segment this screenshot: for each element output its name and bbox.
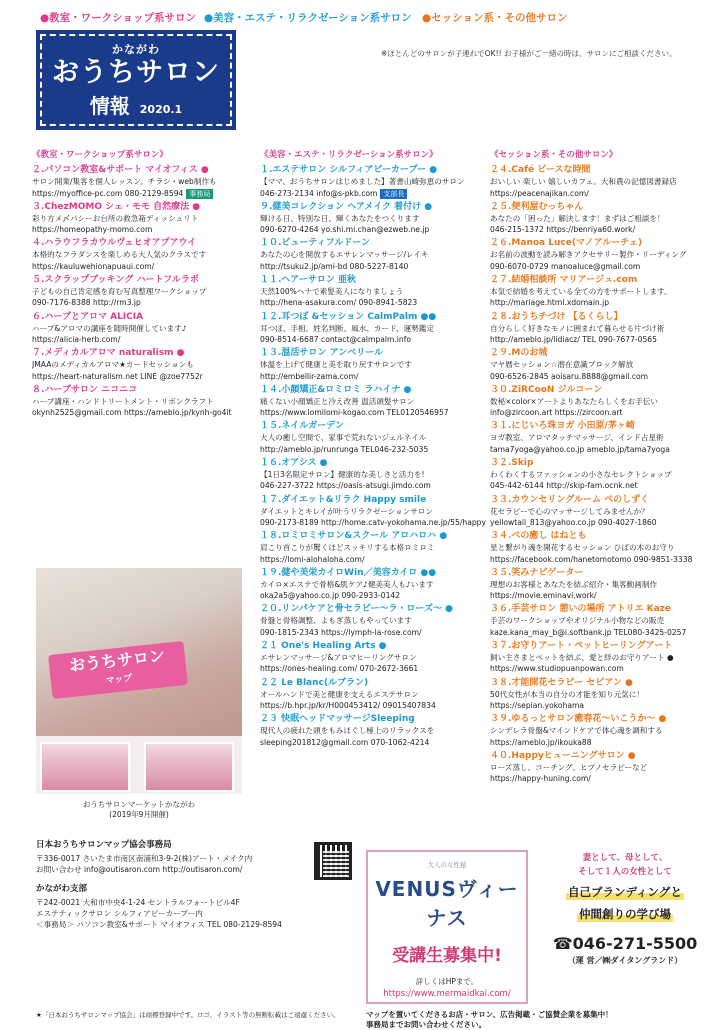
salon-contact[interactable]: info@zircoon.art https://zircoon.art — [490, 408, 623, 418]
salon-listing — [260, 603, 486, 638]
salon-title: ２８.おうちチづけ 【るくらし】 — [490, 311, 623, 322]
salon-description: 本気で結婚を考えている全ての方をサポートします。 — [490, 287, 672, 297]
salon-description: 【ママ、おうちサロンはじめました】著書山崎弥恵のサロン — [260, 177, 465, 187]
role-tag: 事務局 — [186, 189, 213, 199]
salon-listing — [260, 384, 486, 419]
salon-contact[interactable]: 045-442-6144 http://skip-fam.ocnk.net — [490, 481, 638, 491]
column-heading: 《美容・エステ・リラクゼーション系サロン》 — [260, 150, 438, 160]
salon-title: ３５.笑みナビゲーター — [490, 567, 584, 578]
salon-description: エサレンマッサージ&アロマヒーリングサロン — [260, 653, 417, 663]
salon-listing — [32, 237, 254, 272]
salon-title: ４.ハラウフラカウルヴェヒオアプアウイ — [32, 238, 197, 249]
salon-description: 天然100%ヘナで素髪美人になりましょう — [260, 287, 404, 297]
salon-description: 【1日3名限定サロン】健康的な美しさと活力を! — [260, 470, 425, 480]
salon-contact[interactable]: http://hena-asakura.com/ 090-8941-5823 — [260, 298, 418, 308]
salon-contact[interactable]: sleeping201812@gmail.com 070-1062-4214 — [260, 737, 430, 747]
salon-listing — [490, 530, 720, 565]
salon-contact[interactable]: http://tsuku2.jp/ami-bd 080-5227-8140 — [260, 261, 409, 271]
salon-title: ７.メディカルアロマ naturalism ● — [32, 348, 185, 359]
salon-description: ハーブ&アロマの講座を随時開催しています♪ — [32, 323, 187, 333]
qr-code[interactable] — [314, 842, 352, 880]
brand-ad — [532, 850, 718, 1004]
venus-ad[interactable] — [366, 850, 528, 1004]
salon-title: ３４.べの癒し はねとも — [490, 531, 587, 542]
salon-contact[interactable]: https://lomi-alohaloha.com/ — [260, 554, 365, 564]
role-tag: 支部長 — [380, 189, 407, 199]
salon-title: ３９.ゆるっとサロン癒春花～いこうか～ ● — [490, 714, 667, 725]
salon-listing — [260, 530, 486, 565]
salon-contact[interactable]: https://myoffice-pc.com 080-2129-8594 事務局 — [32, 188, 254, 199]
salon-listing — [490, 640, 720, 675]
salon-listing — [260, 640, 486, 675]
salon-listing — [260, 567, 486, 602]
salon-title: ２４.Café ピースな時間 — [490, 165, 591, 176]
salon-title: ３.ChezMOMO シェ・モモ 自然療法 ● — [32, 201, 201, 212]
salon-listing — [260, 677, 486, 712]
salon-description: 現代人の疲れた頭をもみほぐし極上のリラックスを — [260, 726, 435, 736]
salon-contact[interactable]: https://movie.eminavi.work/ — [490, 591, 597, 601]
salon-listing — [490, 237, 720, 272]
venus-url[interactable]: https://www.mermaidkai.com/ — [383, 989, 511, 999]
salon-listing — [260, 713, 486, 748]
salon-contact[interactable]: 090-7176-8388 http://rm3.jp — [32, 298, 141, 308]
column-classroom — [32, 150, 254, 420]
salon-title: ２１ One's Healing Arts ● — [260, 641, 387, 652]
brand-title1: 自己ブランディングと — [567, 885, 683, 899]
office-address: 〒336-0017 さいたま市南区南浦和3-9-2(株)アート・メイク内 — [36, 854, 253, 864]
brand-phone[interactable]: ☎046-271-5500 — [552, 934, 698, 953]
salon-listing — [32, 384, 254, 419]
salon-description: 理想のお客様とあなたを結ぶ紹介・集客動画制作 — [490, 579, 658, 589]
brand-title2: 仲間創りの学び場 — [579, 907, 671, 921]
salon-title: ３８.才能開花セラピー セピアン ● — [490, 677, 633, 688]
salon-listing — [490, 713, 720, 748]
salon-description: 星と繋がり魂を開花するセッション ひばの木のお守り — [490, 543, 675, 553]
salon-description: 手芸のワークショップやオリジナル小物などの販売 — [490, 616, 665, 626]
salon-title: １０.ビューティフルドーン — [260, 238, 371, 249]
salon-contact[interactable]: https://homeopathy-momo.com — [32, 225, 153, 235]
salon-description: ダイエットとキレイが叶うリラクゼーションサロン — [260, 506, 433, 516]
salon-listing — [490, 677, 720, 712]
category-classroom: ●教室・ワークショップ系サロン — [40, 12, 196, 24]
salon-description: 本格的なフラダンスを楽しめる大人気のクラスです — [32, 250, 207, 260]
salon-description: 大人の癒し空間で、家事で荒れないジェルネイル — [260, 433, 427, 443]
salon-listing — [490, 750, 720, 785]
salon-title: １３.温活サロン アンベリール — [260, 348, 384, 359]
salon-title: ２７.結婚相談所 マリアージュ.com — [490, 275, 638, 286]
salon-contact[interactable]: 090-6526-2845 aoisaru.8888@gmail.com — [490, 371, 649, 381]
salon-listing — [260, 274, 486, 309]
salon-listing — [260, 494, 486, 529]
salon-description: オールハンドで美と健康を支えるエステサロン — [260, 689, 419, 699]
salon-contact[interactable]: tama7yoga@yahoo.co.jp ameblo.jp/tama7yoga — [490, 444, 670, 454]
salon-listing — [490, 384, 720, 419]
salon-contact[interactable]: https://www.studiopuanpowan.com — [490, 664, 624, 674]
logo-sub: かながわ — [112, 43, 160, 56]
logo — [40, 34, 232, 126]
salon-contact[interactable]: http://ameblo.jp/runrunga TEL046-232-5035 — [260, 444, 429, 454]
salon-description: 痛くない小顔矯正と冷え改善 温活頭髪サロン — [260, 396, 415, 406]
salon-listing — [32, 164, 254, 199]
event-photo — [36, 568, 242, 794]
salon-listing — [490, 347, 720, 382]
salon-listing — [260, 201, 486, 236]
venus-headline: 受講生募集中! — [392, 946, 502, 966]
salon-description: 飼い主さまとペットを結ぶ、愛と絆のお守りアート ● — [490, 653, 674, 663]
salon-description: おいしい 楽しい 嬉しいカフェ。大和農の記憶図書録店 — [490, 177, 677, 187]
salon-title: ５.スクラップブッキング ハートフルラボ — [32, 275, 199, 286]
venus-logo: VENUSヴィーナス — [375, 877, 519, 930]
salon-title: １８.ロミロミサロン&スクール アロハロハ ● — [260, 531, 448, 542]
salon-listing — [490, 311, 720, 346]
salon-title: ２９.Mのお城 — [490, 348, 548, 359]
salon-listing — [260, 420, 486, 455]
salon-contact[interactable]: 046-273-2134 info@s-pkb.com 支部長 — [260, 188, 486, 199]
salon-title: ２６.Manoa Luce(マノアルーチェ) — [490, 238, 643, 249]
category-session: ●セッション系・その他サロン — [422, 12, 568, 24]
column-heading: 《教室・ワークショップ系サロン》 — [32, 150, 168, 160]
salon-description: マヤ暦セッション☆潜在意識ブロック解放 — [490, 360, 634, 370]
salon-title: ３１.にじいろ珠ヨガ 小田原/茅ヶ崎 — [490, 421, 635, 432]
salon-contact[interactable]: https://heart-naturalism.net LINE @zoe7752r — [32, 371, 203, 381]
salon-description: ローズ蒸し、コーチング、ヒプノセラピーなど — [490, 762, 648, 772]
salon-listing — [32, 311, 254, 346]
salon-title: ３０.ZiRCooN ジルコーン — [490, 384, 603, 395]
salon-description: 自分らしく好きなモノに囲まれて暮らせる片づけ術 — [490, 323, 665, 333]
salon-contact[interactable]: https://www.lomilomi-kogao.com TEL0120546957 — [260, 408, 449, 418]
salon-title: １２.耳つぼ &セッション CalmPalm ●● — [260, 311, 437, 322]
salon-description: お名前の波動を読み解きアクセサリー製作・リーディング — [490, 250, 687, 260]
salon-contact[interactable]: https://happy-huning.com/ — [490, 774, 591, 784]
logo-year: 2020.1 — [139, 103, 183, 116]
salon-description: あなたの心を開放するエサレンマッサージ/レイキ — [260, 250, 429, 260]
logo-main: おうちサロン — [52, 57, 220, 88]
salon-title: １１.ヘアーサロン 亜秋 — [260, 275, 357, 286]
brand-line2: そして１人の女性として — [578, 867, 672, 877]
salon-listing — [490, 494, 720, 529]
salon-title: ３６.手芸サロン 憩いの場所 アトリエ Kaze — [490, 604, 672, 615]
salon-title: ３２.Skip — [490, 458, 534, 469]
brand-org: （運 営／㈱ダイタングランド） — [567, 956, 683, 965]
salon-contact[interactable]: kaze.kana_may_b@i.softbank.jp TEL080-3425-0257 — [490, 627, 687, 637]
salon-description: 体温を上げて健康と美を取り戻すサロンです — [260, 360, 412, 370]
salon-title: ６.ハーブとアロマ ALICIA — [32, 311, 144, 322]
salon-title: ９.健美コレクション ヘアメイク 着付け ● — [260, 201, 433, 212]
salon-description: 数秘×color×アートよりあなたらしくをお手伝い — [490, 396, 658, 406]
salon-listing — [260, 164, 486, 199]
salon-listing — [490, 201, 720, 236]
office-contact: お問い合わせ info@outisaron.com http://outisaron.com/ — [36, 865, 243, 875]
salon-description: ヨガ教室、アロマタッチマッサージ、インド占星術 — [490, 433, 664, 443]
salon-listing — [490, 420, 720, 455]
recruit-note: マップを置いてくださるお店・サロン、広告掲載・ご協賛企業を募集中！ 事務局までお問い合わせください。 — [366, 1010, 613, 1029]
salon-title: １４.小顔矯正&ロミロミ ラハイナ ● — [260, 384, 412, 395]
salon-contact[interactable]: http://embellir-zama.com/ — [260, 371, 359, 381]
salon-title: １９.健や美栄カイロWin／美容カイロ ●● — [260, 567, 437, 578]
column-session — [490, 150, 720, 786]
salon-description: カイロ×エステで骨格&肌ケア♪健美美人も♪います — [260, 579, 434, 589]
salon-description: 輝ける日、特別な日、輝くあなたをつくります — [260, 213, 420, 223]
venus-sub: 大人の女性塾 — [427, 861, 467, 869]
salon-listing — [260, 311, 486, 346]
salon-description: 彩り方メ〆パシーお台所の救急箱ディッシュリト — [32, 213, 199, 223]
salon-listing — [490, 603, 720, 638]
salon-title: ２.パソコン教室&サポート マイオフィス ● — [32, 165, 209, 176]
salon-title: １６.オアシス ● — [260, 458, 328, 469]
salon-title: ４０.Happyヒューニングサロン ● — [490, 750, 636, 761]
branch-office: ＜事務局＞ パソコン教室&サポート マイオフィス TEL 080-2129-8594 — [36, 920, 282, 930]
salon-contact[interactable]: oka2a5@yahoo.co.jp 090-2933-0142 — [260, 591, 401, 601]
salon-contact[interactable]: https://kauluwehionapuaui.com/ — [32, 261, 155, 271]
venus-detail: 詳しくはHPまで。 — [415, 977, 479, 986]
salon-listing — [32, 201, 254, 236]
salon-description: あなたの「困った」解決します！まずはご相談を！ — [490, 213, 665, 223]
salon-description: わくわくするファッションの小さなセレクトショップ — [490, 470, 672, 480]
branch-salon: エステティックサロン シルフィアビーカーブー内 — [36, 909, 203, 919]
salon-contact[interactable]: http://mariage.html.xdomain.jp — [490, 298, 610, 308]
salon-listing — [490, 274, 720, 309]
salon-contact[interactable]: https://ameblo.jp/ikouka88 — [490, 737, 592, 747]
salon-title: ２２ Le Blanc(ルブラン) — [260, 677, 369, 688]
salon-description: シンデレラ骨盤&マインドケアで体心魂を調和する — [490, 726, 663, 736]
salon-contact[interactable]: yellowtail_813@yahoo.co.jp 090-4027-1860 — [490, 517, 657, 527]
salon-title: １５.ネイルガーデン — [260, 421, 345, 432]
salon-title: １.エステサロン シルフィアビーカーブー ● — [260, 165, 438, 176]
salon-contact[interactable]: 090-6070-0729 manoaluce@gmail.com — [490, 261, 641, 271]
salon-description: 花セラピーで心のマッサージしてみませんか？ — [490, 506, 649, 516]
salon-contact[interactable]: https://peacenajikan.com/ — [490, 188, 589, 198]
salon-description: ハーブ講座・ハンドトリートメント・リボンクラフト — [32, 396, 214, 406]
salon-contact[interactable]: 090-1815-2343 https://lymph-la-rose.com/ — [260, 627, 422, 637]
salon-listing — [490, 164, 720, 199]
salon-description: 50代女性が本当の自分の才能を知り元気に！ — [490, 689, 644, 699]
branch-address: 〒242-0021 大和市中央4-1-24 セントラルフォートビル4F — [36, 897, 240, 907]
category-legend — [40, 10, 720, 28]
salon-contact[interactable]: https://facebook.com/hanetomotomo 090-9851-3338 — [490, 554, 693, 564]
salon-title: ２３ 快眠ヘッドマッサージSleeping — [260, 714, 415, 725]
salon-contact[interactable]: 046-215-1372 https://benriya60.work/ — [490, 225, 636, 235]
logo-jouhou: 情報 — [89, 94, 130, 118]
salon-listing — [32, 347, 254, 382]
photo-banner: おうちサロン マップ — [48, 641, 188, 699]
salon-contact[interactable]: 046-227-3722 https://oasis-atsugi.jimdo.com — [260, 481, 431, 491]
salon-listing — [490, 457, 720, 492]
salon-title: ８.ハーブサロン ニコニコ — [32, 384, 138, 395]
category-beauty: ●美容・エステ・リラクゼーション系サロン — [204, 12, 412, 24]
salon-title: ２０.リンパケアと骨セラピー～ラ・ローズ～ ● — [260, 604, 453, 615]
salon-contact[interactable]: https://b.hpr.jp/kr/H000453412/ 09015407834 — [260, 700, 436, 710]
salon-contact[interactable]: 090-6270-4264 yo.shi.mi.chan@ezweb.ne.jp — [260, 225, 430, 235]
salon-contact[interactable]: https://alicia-herb.com/ — [32, 334, 121, 344]
salon-contact[interactable]: okynh2525@gmail.com https://ameblo.jp/kynh-go4it — [32, 408, 232, 418]
salon-listing — [32, 274, 254, 309]
child-note: ※ほとんどのサロンが子連れでOK!! お子様がご一緒の時は、サロンにご相談ください。 — [381, 49, 677, 58]
salon-title: ３７.お守りアート・ペットヒーリングアート — [490, 641, 673, 652]
photo-caption: おうちサロンマーケットかながわ (2019年9月開催) — [82, 800, 196, 819]
brand-line1: 妻として、母として、 — [582, 853, 668, 863]
column-heading: 《セッション系・その他サロン》 — [490, 150, 618, 160]
office-title: 日本おうちサロンマップ協会事務局 — [36, 840, 172, 850]
salon-listing — [260, 347, 486, 382]
salon-description: 肩こり首こりが驚くほどスッキリする本格ロミロミ — [260, 543, 435, 553]
salon-contact[interactable]: https://sepian.yokohama — [490, 700, 585, 710]
salon-contact[interactable]: 090-2173-8189 http://home.catv-yokohama.ne.jp/55/happy — [260, 517, 486, 527]
salon-title: １７.ダイエット&リラク Happy smile — [260, 494, 427, 505]
branch-title: かながわ支部 — [36, 883, 88, 894]
salon-description: 子どもの自己肯定感を育む写真整理ワークショップ — [32, 287, 207, 297]
salon-listing — [490, 567, 720, 602]
salon-description: 耳つぼ、手相、姓名判断、風水、カード、運勢鑑定 — [260, 323, 434, 333]
salon-description: 骨盤と骨格調整、よもぎ蒸しもやっています — [260, 616, 412, 626]
salon-listing — [260, 457, 486, 492]
column-beauty — [260, 150, 486, 750]
trademark-note: ★「日本おうちサロンマップ協会」は商標登録中です。ロゴ、イラスト等の無断転載はご遠慮ください。 — [36, 1011, 340, 1019]
salon-title: ２５.便利屋むっちゃん — [490, 201, 584, 212]
salon-description: サロン開業/集客を個人レッスン。チラシ・web制作も — [32, 177, 217, 187]
salon-title: ３３.カウンセリングルーム べのしずく — [490, 494, 650, 505]
salon-contact[interactable]: https://ones-healing.com/ 070-2672-3661 — [260, 664, 419, 674]
salon-contact[interactable]: 090-8514-6687 contact@calmpalm.info — [260, 334, 412, 344]
salon-description: JMAAのメディカルアロマ★カードセッションも — [32, 360, 194, 370]
office-info — [36, 840, 356, 1020]
salon-listing — [260, 237, 486, 272]
salon-contact[interactable]: http://ameblo.jp/lidiacz/ TEL 090-7677-0565 — [490, 334, 657, 344]
